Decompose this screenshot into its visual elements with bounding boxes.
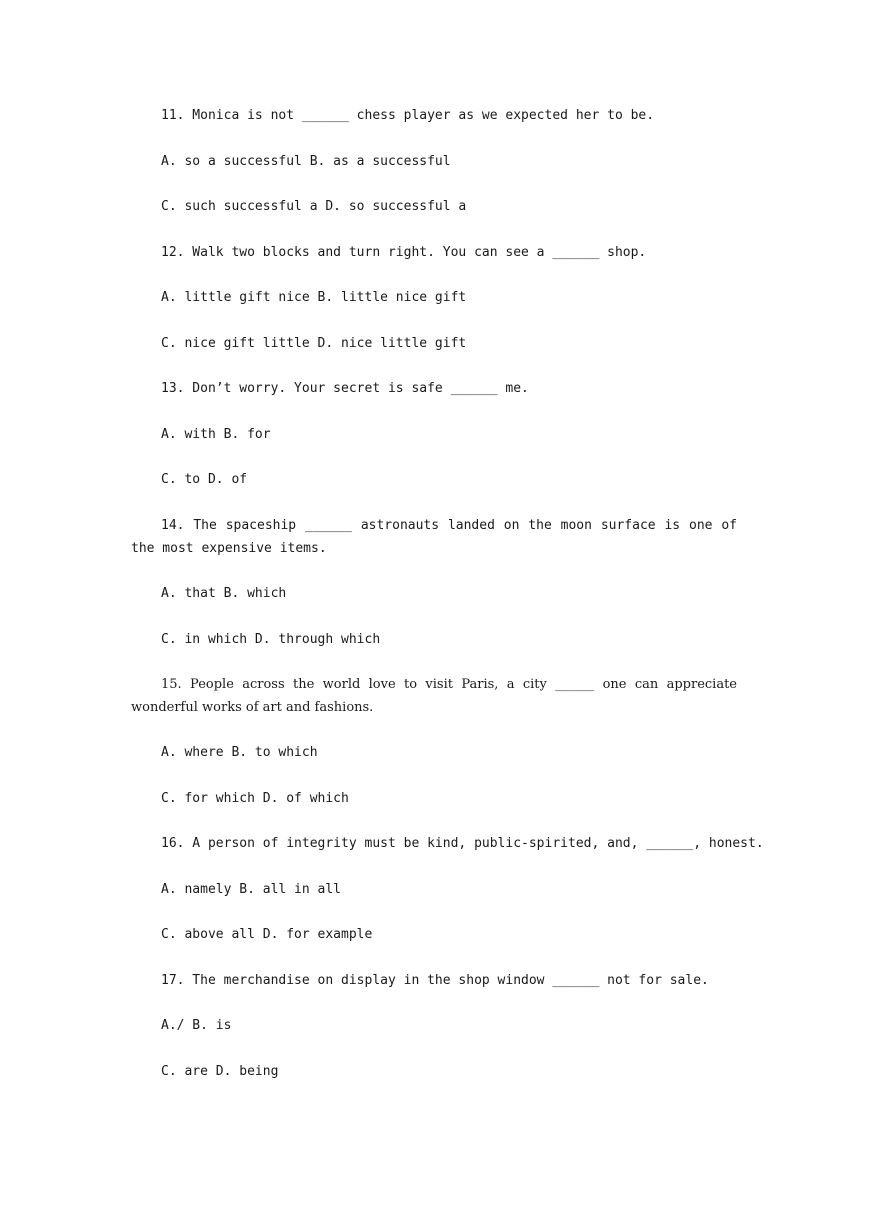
question-11-options-cd: C. such successful a D. so successful a	[161, 199, 467, 214]
question-16-options-ab: A. namely B. all in all	[161, 882, 342, 897]
question-13-stem: 13. Don’t worry. Your secret is safe ______ me.	[161, 381, 529, 396]
question-14-options-cd: C. in which D. through which	[161, 632, 381, 647]
question-15-stem: 15. People across the world love to visit Paris, a city ______ one can appreciate wonderful works of art and fashions.	[131, 677, 737, 715]
question-17-options-ab: A./ B. is	[161, 1018, 232, 1033]
question-15-options-cd: C. for which D. of which	[161, 791, 349, 806]
question-17-stem: 17. The merchandise on display in the shop window ______ not for sale.	[161, 973, 709, 988]
question-13-options-cd: C. to D. of	[161, 472, 248, 487]
question-17-options-cd: C. are D. being	[161, 1064, 279, 1079]
question-14-options-ab: A. that B. which	[161, 586, 287, 601]
question-14-stem: 14. The spaceship ______ astronauts landed on the moon surface is one of the most expensive items.	[131, 518, 737, 556]
question-11-options-ab: A. so a successful B. as a successful	[161, 154, 451, 169]
question-16-stem: 16. A person of integrity must be kind, public-spirited, and, ______, honest.	[161, 836, 764, 851]
question-12-options-ab: A. little gift nice B. little nice gift	[161, 290, 467, 305]
question-13-options-ab: A. with B. for	[161, 427, 271, 442]
question-11-stem: 11. Monica is not ______ chess player as we expected her to be.	[161, 108, 655, 123]
question-12-stem: 12. Walk two blocks and turn right. You can see a ______ shop.	[161, 245, 647, 260]
question-15-options-ab: A. where B. to which	[161, 745, 318, 760]
question-16-options-cd: C. above all D. for example	[161, 927, 373, 942]
question-12-options-cd: C. nice gift little D. nice little gift	[161, 336, 467, 351]
